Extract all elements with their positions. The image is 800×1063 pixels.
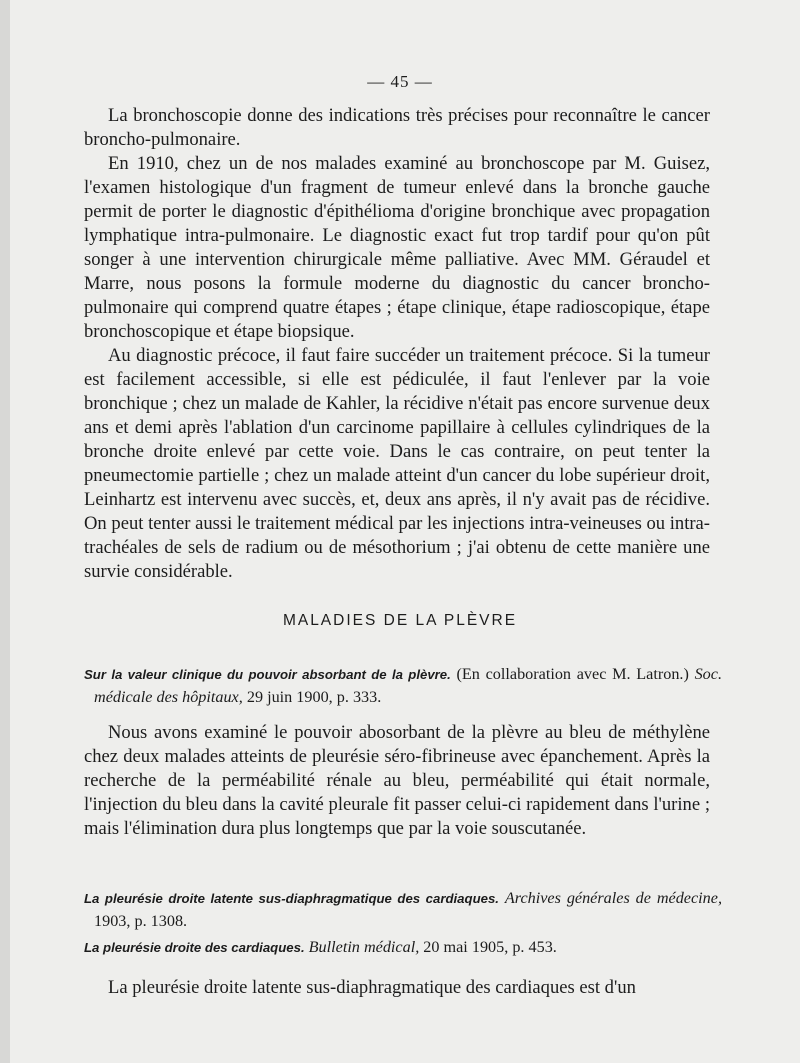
reference-title: La pleurésie droite des cardiaques. <box>84 940 305 955</box>
intro-section <box>84 104 710 584</box>
paragraph-continuation: La pleurésie droite latente sus-diaphragmatique des cardiaques est d'un <box>108 977 636 998</box>
paragraph-treatment: Au diagnostic précoce, il faut faire succéder un traitement précoce. Si la tumeur est facilement accessible, si elle est pédiculée, il faut l'enlever par la voie bronchique ; chez un malade de Kahler, la récidive n'était pas encore survenue deux ans et demi après l'ablation d'un carcinome papillaire à cellules cylindriques de la bronche droite enlevé par cette voie. Dans le cas contraire, on peut tenter la pneumectomie partielle ; chez un malade atteint d'un cancer du lobe supérieur droit, Leinhartz est intervenu avec succès, et, deux ans après, il n'y avait pas de récidive. On peut tenter aussi le traitement médical par les injections intra-veineuses ou intra-trachéales de sels de radium ou de mésothorium ; j'ai obtenu de cette manière une survie considérable. <box>84 345 710 582</box>
reference-journal: Archives générales de médecine, <box>504 889 722 907</box>
paragraph-absorption: Nous avons examiné le pouvoir abosorbant de la plèvre au bleu de méthylène chez deux malades atteints de pleurésie séro-fibrineuse avec épanchement. Après la recherche de la perméabilité rénale au bleu, perméabilité qui était normale, l'injection du bleu dans la cavité pleurale fit passer celui-ci rapidement dans l'urine ; mais l'élimination dura plus longtemps que par la voie souscutanée. <box>84 722 710 839</box>
reference-details: 20 mai 1905, p. 453. <box>419 938 557 956</box>
reference-details: 1903, p. 1308. <box>94 912 188 930</box>
paragraph-case-1910: En 1910, chez un de nos malades examiné au bronchoscope par M. Guisez, l'examen histologique d'un fragment de tumeur enlevé dans la bronche gauche permit de porter le diagnostic d'épithélioma d'origine bronchique avec propagation lymphatique intra-pulmonaire. Le diagnostic exact fut trop tardif pour qu'on pût songer à une intervention chirurgicale même palliative. Avec MM. Géraudel et Marre, nous posons la formule moderne du diagnostic du cancer broncho-pulmonaire qui comprend quatre étapes ; étape clinique, étape radioscopique, étape bronchoscopique et étape biopsique. <box>84 153 710 342</box>
reference-entry <box>84 663 722 708</box>
reference-details: 29 juin 1900, p. 333. <box>242 688 382 706</box>
reference-collaboration: (En collaboration avec M. Latron.) <box>450 665 695 683</box>
section-heading: MALADIES DE LA PLÈVRE <box>282 612 518 629</box>
page-number: — 45 — <box>367 72 433 91</box>
continuation-section <box>84 976 710 1000</box>
paragraph-bronchoscopy: La bronchoscopie donne des indications très précises pour reconnaître le cancer broncho-pulmonaire. <box>84 105 710 150</box>
reference-entry <box>84 936 722 959</box>
reference-journal: Bulletin médical, <box>308 938 420 956</box>
reference-journal: Soc. médicale des hôpitaux, <box>94 665 722 706</box>
reference-entry <box>84 887 722 932</box>
reference-title: Sur la valeur clinique du pouvoir absorbant de la plèvre. <box>84 667 451 682</box>
reference-title: La pleurésie droite latente sus-diaphragmatique des cardiaques. <box>84 891 499 906</box>
pleura-section <box>84 721 710 841</box>
